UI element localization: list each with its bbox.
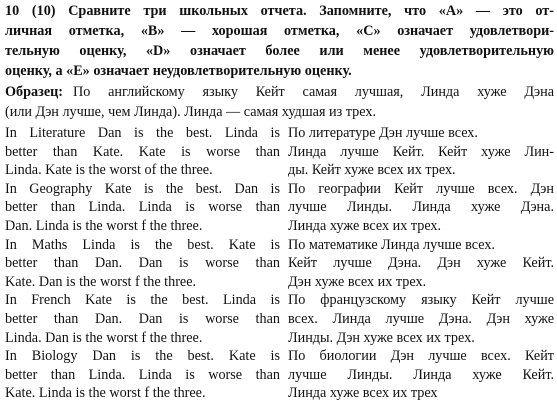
- english-line: Linda. Dan is the worst f the three.: [5, 329, 203, 346]
- english-line: better than Dan. Dan is worse than: [5, 310, 280, 327]
- russian-line: Кейт лучше Дэна. Дэн хуже Кейт.: [288, 255, 554, 272]
- english-line: In Geography Kate is the best. Dan is: [5, 180, 280, 197]
- english-line: Kate. Linda is the worst f the three.: [5, 385, 206, 402]
- english-line: In French Kate is the best. Linda is: [5, 292, 280, 309]
- russian-line: По географии Кейт лучше всех. Дэн: [288, 180, 554, 197]
- task-line-4: оценку, а «Е» означает неудовлетворительную оценку.: [5, 63, 352, 79]
- english-column: [5, 124, 280, 403]
- russian-line: лучше Линды. Линда хуже Дэна.: [288, 199, 554, 216]
- example-text-1: По английскому языку Кейт самая лучшая, Линда хуже Дэна: [73, 84, 554, 100]
- russian-line: По биологии Дэн лучше всех. Кейт: [288, 348, 554, 365]
- russian-line: Линды. Дэн хуже всех их трех.: [288, 329, 475, 346]
- task-line-2: личная отметка, «В» — хорошая отметка, «С» означает удовлетвори-: [5, 23, 554, 39]
- english-line: better than Kate. Kate is worse than: [5, 143, 280, 160]
- russian-line: всех. Линда лучше Дэна. Дэн хуже: [288, 310, 554, 327]
- english-line: Linda. Kate is the worst of the three.: [5, 162, 213, 179]
- english-line: Kate. Dan is the worst f the three.: [5, 273, 197, 290]
- example-line-1: [5, 83, 554, 101]
- english-line: In Literature Dan is the best. Linda is: [5, 125, 280, 141]
- english-line: Dan. Linda is the worst f the three.: [5, 217, 203, 234]
- russian-line: Линда хуже всех их трех: [288, 385, 438, 402]
- english-line: better than Dan. Dan is worse than: [5, 255, 280, 272]
- russian-line: По математике Линда лучше всех.: [288, 236, 495, 253]
- english-line: In Maths Linda is the best. Kate is: [5, 236, 280, 253]
- russian-line: Линда лучше Кейт. Кейт хуже Лин-: [288, 143, 554, 160]
- russian-line: лучше Линды. Линда хуже Кейт.: [288, 366, 554, 383]
- english-line: better than Linda. Linda is worse than: [5, 199, 280, 216]
- task-line-1: 10 (10) Сравните три школьных отчета. Запомните, что «А» — это от-: [5, 3, 554, 19]
- english-line: better than Linda. Linda is worse than: [5, 366, 280, 383]
- example-line-2: (или Дэн лучше, чем Линда). Линда — самая худшая из трех.: [5, 104, 377, 120]
- english-line: In Biology Dan is the best. Kate is: [5, 348, 280, 365]
- russian-line: Линда хуже всех их трех.: [288, 217, 442, 234]
- task-line-3: тельную оценку, «D» означает более или менее удовлетворительную: [5, 43, 554, 59]
- russian-line: Дэн хуже всех их трех.: [288, 273, 427, 290]
- russian-line: ды. Кейт хуже всех их трех.: [288, 162, 456, 179]
- example-label: Образец:: [5, 84, 64, 100]
- russian-line: По французскому языку Кейт лучше: [288, 292, 554, 309]
- russian-column: [288, 124, 554, 403]
- russian-line: По литературе Дэн лучше всех.: [288, 125, 478, 141]
